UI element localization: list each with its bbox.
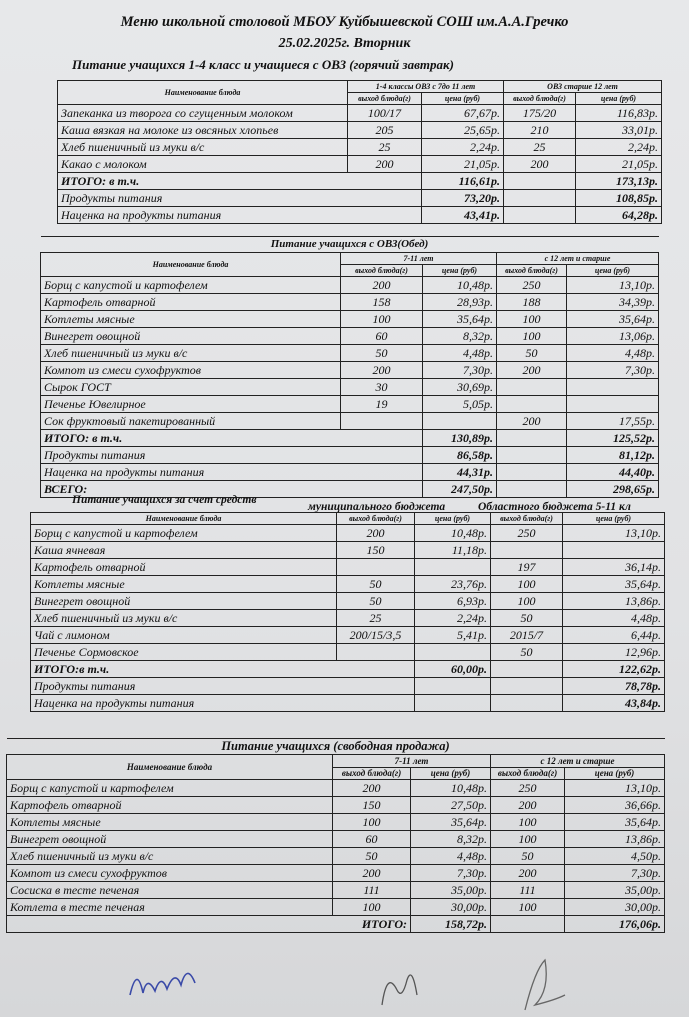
table-row [41, 413, 659, 430]
dish-name: Компот из смеси сухофруктов [7, 865, 333, 882]
dish-name: Котлеты мясные [31, 576, 337, 593]
price-a: 21,05р. [422, 156, 504, 173]
products-row-value-b: 78,78р. [563, 678, 665, 695]
price-a: 2,24р. [422, 139, 504, 156]
total-row-label: ИТОГО: [7, 916, 411, 933]
dish-name: Компот из смеси сухофруктов [41, 362, 341, 379]
products-row-spacer [504, 190, 576, 207]
price-b: 13,10р. [563, 525, 665, 542]
portion-b: 175/20 [504, 105, 576, 122]
table-row [41, 379, 659, 396]
table-row [41, 311, 659, 328]
dish-name: Винегрет овощной [31, 593, 337, 610]
price-b: 6,44р. [563, 627, 665, 644]
portion-b: 200 [504, 156, 576, 173]
price-a [415, 644, 491, 661]
dish-name: Хлеб пшеничный из муки в/с [31, 610, 337, 627]
markup-row-label: Наценка на продукты питания [58, 207, 422, 224]
portion-a: 19 [341, 396, 423, 413]
price-a: 6,93р. [415, 593, 491, 610]
dish-name: Каша вязкая на молоке из овсяных хлопьев [58, 122, 348, 139]
portion-b: 50 [497, 345, 567, 362]
portion-a: 25 [348, 139, 422, 156]
price-b [567, 396, 659, 413]
markup-row-spacer [497, 464, 567, 481]
total-row-spacer [504, 173, 576, 190]
portion-b: 197 [491, 559, 563, 576]
markup-row-value-a: 43,41р. [422, 207, 504, 224]
table-row [58, 139, 662, 156]
price-b: 116,83р. [576, 105, 662, 122]
markup-row-value-a: 44,31р. [423, 464, 497, 481]
col-header-price: цена (руб) [415, 513, 491, 525]
portion-a: 60 [333, 831, 411, 848]
breakfast-section-title: Питание учащихся 1-4 класс и учащиеся с ОВЗ (горячий завтрак) [72, 57, 454, 72]
table-row [31, 610, 665, 627]
dish-name: Котлеты мясные [7, 814, 333, 831]
dish-name: Борщ с капустой и картофелем [31, 525, 337, 542]
table-row [31, 576, 665, 593]
total-row-value-a: 60,00р. [415, 661, 491, 678]
markup-row-value-b: 43,84р. [563, 695, 665, 712]
menu-date: 25.02.2025г. Вторник [278, 36, 411, 51]
price-a: 35,64р. [411, 814, 491, 831]
table-row [31, 542, 665, 559]
products-row-label: Продукты питания [41, 447, 423, 464]
dish-name: Чай с лимоном [31, 627, 337, 644]
portion-a: 200 [337, 525, 415, 542]
col-header-out: выход блюда(г) [497, 265, 567, 277]
markup-row [41, 464, 659, 481]
table-row [7, 831, 665, 848]
table-row [41, 328, 659, 345]
portion-b [497, 396, 567, 413]
col-header-name: Наименование блюда [41, 253, 341, 277]
dish-name: Какао с молоком [58, 156, 348, 173]
lunch-ovz-table [40, 236, 659, 498]
portion-b: 25 [504, 139, 576, 156]
grand-total-row-spacer [497, 481, 567, 498]
price-b: 36,14р. [563, 559, 665, 576]
dish-name: Каша ячневая [31, 542, 337, 559]
table-row [7, 814, 665, 831]
group-header-a: 7-11 лет [341, 253, 497, 265]
markup-row-value-a [415, 695, 491, 712]
dish-name: Хлеб пшеничный из муки в/с [7, 848, 333, 865]
col-header-price: цена (руб) [563, 513, 665, 525]
table-row [31, 525, 665, 542]
portion-a: 200 [348, 156, 422, 173]
price-a: 8,32р. [411, 831, 491, 848]
portion-a [341, 413, 423, 430]
table-row [41, 294, 659, 311]
price-a: 25,65р. [422, 122, 504, 139]
price-b: 35,64р. [563, 576, 665, 593]
price-a: 5,05р. [423, 396, 497, 413]
price-b: 4,48р. [567, 345, 659, 362]
portion-a: 100 [341, 311, 423, 328]
price-a: 4,48р. [423, 345, 497, 362]
dish-name: Хлеб пшеничный из муки в/с [41, 345, 341, 362]
products-row-value-b: 81,12р. [567, 447, 659, 464]
group-header-b: ОВЗ старше 12 лет [504, 81, 662, 93]
portion-b [491, 542, 563, 559]
products-row-value-b: 108,85р. [576, 190, 662, 207]
products-row-spacer [491, 678, 563, 695]
dish-name: Запеканка из творога со сгущенным молоком [58, 105, 348, 122]
markup-row-value-b: 44,40р. [567, 464, 659, 481]
price-a: 8,32р. [423, 328, 497, 345]
portion-a [337, 644, 415, 661]
markup-row-spacer [504, 207, 576, 224]
price-a: 7,30р. [423, 362, 497, 379]
total-row [7, 916, 665, 933]
products-row-spacer [497, 447, 567, 464]
table-row [41, 362, 659, 379]
portion-b: 100 [497, 311, 567, 328]
price-a: 35,00р. [411, 882, 491, 899]
lunch-section-title: Питание учащихся с ОВЗ(Обед) [41, 237, 659, 253]
col-header-out: выход блюда(г) [348, 93, 422, 105]
table-row [7, 848, 665, 865]
table-row [7, 780, 665, 797]
table-row [41, 345, 659, 362]
price-b: 35,64р. [567, 311, 659, 328]
total-row-spacer [497, 430, 567, 447]
portion-a: 30 [341, 379, 423, 396]
table-row [58, 105, 662, 122]
price-b: 7,30р. [567, 362, 659, 379]
total-row-label: ИТОГО: в т.ч. [41, 430, 423, 447]
breakfast-table [57, 80, 662, 224]
dish-name: Хлеб пшеничный из муки в/с [58, 139, 348, 156]
signature-1 [125, 955, 215, 1005]
total-row-value-a: 130,89р. [423, 430, 497, 447]
signature-3 [505, 950, 575, 1015]
col-header-name: Наименование блюда [58, 81, 348, 105]
portion-b: 2015/7 [491, 627, 563, 644]
portion-b: 100 [491, 593, 563, 610]
price-a: 10,48р. [411, 780, 491, 797]
portion-a: 100/17 [348, 105, 422, 122]
total-row-value-b: 173,13р. [576, 173, 662, 190]
price-b [563, 542, 665, 559]
budget-title-b: муниципального бюджета [308, 501, 446, 513]
portion-b: 200 [491, 865, 565, 882]
total-row-spacer [491, 916, 565, 933]
price-a: 30,69р. [423, 379, 497, 396]
products-row [41, 447, 659, 464]
portion-a: 50 [341, 345, 423, 362]
table-row [31, 593, 665, 610]
group-header-a: 1-4 классы ОВЗ с 7до 11 лет [348, 81, 504, 93]
total-row-label: ИТОГО: в т.ч. [58, 173, 422, 190]
col-header-price: цена (руб) [411, 767, 491, 780]
portion-b: 100 [491, 814, 565, 831]
portion-a: 158 [341, 294, 423, 311]
price-b: 7,30р. [565, 865, 665, 882]
dish-name: Борщ с капустой и картофелем [41, 277, 341, 294]
portion-a: 100 [333, 899, 411, 916]
products-row-value-a: 73,20р. [422, 190, 504, 207]
price-a: 10,48р. [423, 277, 497, 294]
price-b: 4,50р. [565, 848, 665, 865]
price-b: 13,10р. [565, 780, 665, 797]
portion-a: 111 [333, 882, 411, 899]
price-b: 4,48р. [563, 610, 665, 627]
table-row [7, 899, 665, 916]
price-b: 2,24р. [576, 139, 662, 156]
free-sale-section-title: Питание учащихся (свободная продажа) [7, 739, 665, 755]
markup-row-value-b: 64,28р. [576, 207, 662, 224]
products-row-value-a: 86,58р. [423, 447, 497, 464]
grand-total-row-label: ВСЕГО: [41, 481, 423, 498]
total-row [41, 430, 659, 447]
total-row-value-a: 158,72р. [411, 916, 491, 933]
portion-b: 250 [491, 780, 565, 797]
price-a: 67,67р. [422, 105, 504, 122]
col-header-price: цена (руб) [567, 265, 659, 277]
price-b: 13,86р. [563, 593, 665, 610]
total-row-value-b: 125,52р. [567, 430, 659, 447]
price-b: 35,00р. [565, 882, 665, 899]
dish-name: Печенье Сормовское [31, 644, 337, 661]
portion-b [497, 379, 567, 396]
price-a [415, 559, 491, 576]
dish-name: Картофель отварной [31, 559, 337, 576]
portion-a: 100 [333, 814, 411, 831]
price-a: 7,30р. [411, 865, 491, 882]
col-header-out: выход блюда(г) [491, 767, 565, 780]
budget-title-a: Питание учащихся за счет средств [72, 494, 257, 506]
price-b: 36,66р. [565, 797, 665, 814]
portion-a: 50 [337, 593, 415, 610]
group-header-a: 7-11 лет [333, 755, 491, 768]
price-b: 34,39р. [567, 294, 659, 311]
portion-b: 200 [491, 797, 565, 814]
portion-b: 100 [491, 831, 565, 848]
portion-a: 25 [337, 610, 415, 627]
portion-b: 250 [497, 277, 567, 294]
price-b [567, 379, 659, 396]
table-row [31, 627, 665, 644]
price-a: 11,18р. [415, 542, 491, 559]
total-row-label: ИТОГО:в т.ч. [31, 661, 415, 678]
products-row-value-a [415, 678, 491, 695]
markup-row [31, 695, 665, 712]
col-header-name: Наименование блюда [7, 755, 333, 780]
table-row [41, 396, 659, 413]
dish-name: Котлета в тесте печеная [7, 899, 333, 916]
grand-total-row-value-a: 247,50р. [423, 481, 497, 498]
dish-name: Винегрет овощной [41, 328, 341, 345]
dish-name: Картофель отварной [41, 294, 341, 311]
price-a: 35,64р. [423, 311, 497, 328]
portion-b: 50 [491, 848, 565, 865]
col-header-out: выход блюда(г) [333, 767, 411, 780]
dish-name: Сосиска в тесте печеная [7, 882, 333, 899]
price-b: 35,64р. [565, 814, 665, 831]
total-row [58, 173, 662, 190]
portion-b: 100 [497, 328, 567, 345]
table-row [31, 644, 665, 661]
group-header-b: с 12 лет и старше [491, 755, 665, 768]
total-row-value-a: 116,61р. [422, 173, 504, 190]
dish-name: Печенье Ювелирное [41, 396, 341, 413]
price-b: 30,00р. [565, 899, 665, 916]
col-header-name: Наименование блюда [31, 513, 337, 525]
total-row-value-b: 122,62р. [563, 661, 665, 678]
portion-a: 50 [333, 848, 411, 865]
price-b: 13,86р. [565, 831, 665, 848]
portion-b: 250 [491, 525, 563, 542]
portion-b: 50 [491, 644, 563, 661]
price-b: 13,06р. [567, 328, 659, 345]
portion-b: 210 [504, 122, 576, 139]
dish-name: Сырок ГОСТ [41, 379, 341, 396]
price-b: 12,96р. [563, 644, 665, 661]
markup-row [58, 207, 662, 224]
markup-row-spacer [491, 695, 563, 712]
products-row-label: Продукты питания [58, 190, 422, 207]
markup-row-label: Наценка на продукты питания [31, 695, 415, 712]
price-b: 21,05р. [576, 156, 662, 173]
price-b: 17,55р. [567, 413, 659, 430]
col-header-price: цена (руб) [422, 93, 504, 105]
products-row-label: Продукты питания [31, 678, 415, 695]
portion-a: 150 [333, 797, 411, 814]
dish-name: Винегрет овощной [7, 831, 333, 848]
price-a: 4,48р. [411, 848, 491, 865]
signature-2 [372, 960, 432, 1010]
portion-a [337, 559, 415, 576]
dish-name: Борщ с капустой и картофелем [7, 780, 333, 797]
price-a: 28,93р. [423, 294, 497, 311]
free-sale-table [6, 738, 665, 933]
products-row [31, 678, 665, 695]
portion-a: 150 [337, 542, 415, 559]
col-header-out: выход блюда(г) [341, 265, 423, 277]
price-b: 33,01р. [576, 122, 662, 139]
budget-title-c: Областного бюджета 5-11 кл [478, 501, 631, 513]
portion-a: 205 [348, 122, 422, 139]
total-row-spacer [491, 661, 563, 678]
portion-b: 200 [497, 413, 567, 430]
portion-a: 200 [333, 865, 411, 882]
table-row [7, 865, 665, 882]
table-row [58, 122, 662, 139]
price-a: 23,76р. [415, 576, 491, 593]
total-row [31, 661, 665, 678]
table-row [7, 797, 665, 814]
portion-b: 188 [497, 294, 567, 311]
price-a: 30,00р. [411, 899, 491, 916]
portion-b: 200 [497, 362, 567, 379]
portion-b: 100 [491, 576, 563, 593]
col-header-out: выход блюда(г) [504, 93, 576, 105]
portion-b: 100 [491, 899, 565, 916]
total-row-value-b: 176,06р. [565, 916, 665, 933]
col-header-price: цена (руб) [576, 93, 662, 105]
products-row [58, 190, 662, 207]
grand-total-row-value-b: 298,65р. [567, 481, 659, 498]
col-header-price: цена (руб) [565, 767, 665, 780]
budget-table [30, 512, 665, 712]
price-a: 10,48р. [415, 525, 491, 542]
markup-row-label: Наценка на продукты питания [41, 464, 423, 481]
dish-name: Котлеты мясные [41, 311, 341, 328]
portion-a: 200 [341, 362, 423, 379]
col-header-out: выход блюда(г) [491, 513, 563, 525]
col-header-out: выход блюда(г) [337, 513, 415, 525]
portion-a: 200 [341, 277, 423, 294]
portion-b: 50 [491, 610, 563, 627]
dish-name: Картофель отварной [7, 797, 333, 814]
portion-a: 50 [337, 576, 415, 593]
table-row [58, 156, 662, 173]
table-row [7, 882, 665, 899]
table-row [31, 559, 665, 576]
table-row [41, 277, 659, 294]
dish-name: Сок фруктовый пакетированный [41, 413, 341, 430]
group-header-b: с 12 лет и старше [497, 253, 659, 265]
price-a: 27,50р. [411, 797, 491, 814]
portion-a: 200/15/3,5 [337, 627, 415, 644]
school-title: Меню школьной столовой МБОУ Куйбышевской СОШ им.А.А.Гречко [120, 14, 569, 30]
price-b: 13,10р. [567, 277, 659, 294]
price-a: 5,41р. [415, 627, 491, 644]
col-header-price: цена (руб) [423, 265, 497, 277]
price-a: 2,24р. [415, 610, 491, 627]
price-a [423, 413, 497, 430]
portion-a: 200 [333, 780, 411, 797]
portion-a: 60 [341, 328, 423, 345]
portion-b: 111 [491, 882, 565, 899]
